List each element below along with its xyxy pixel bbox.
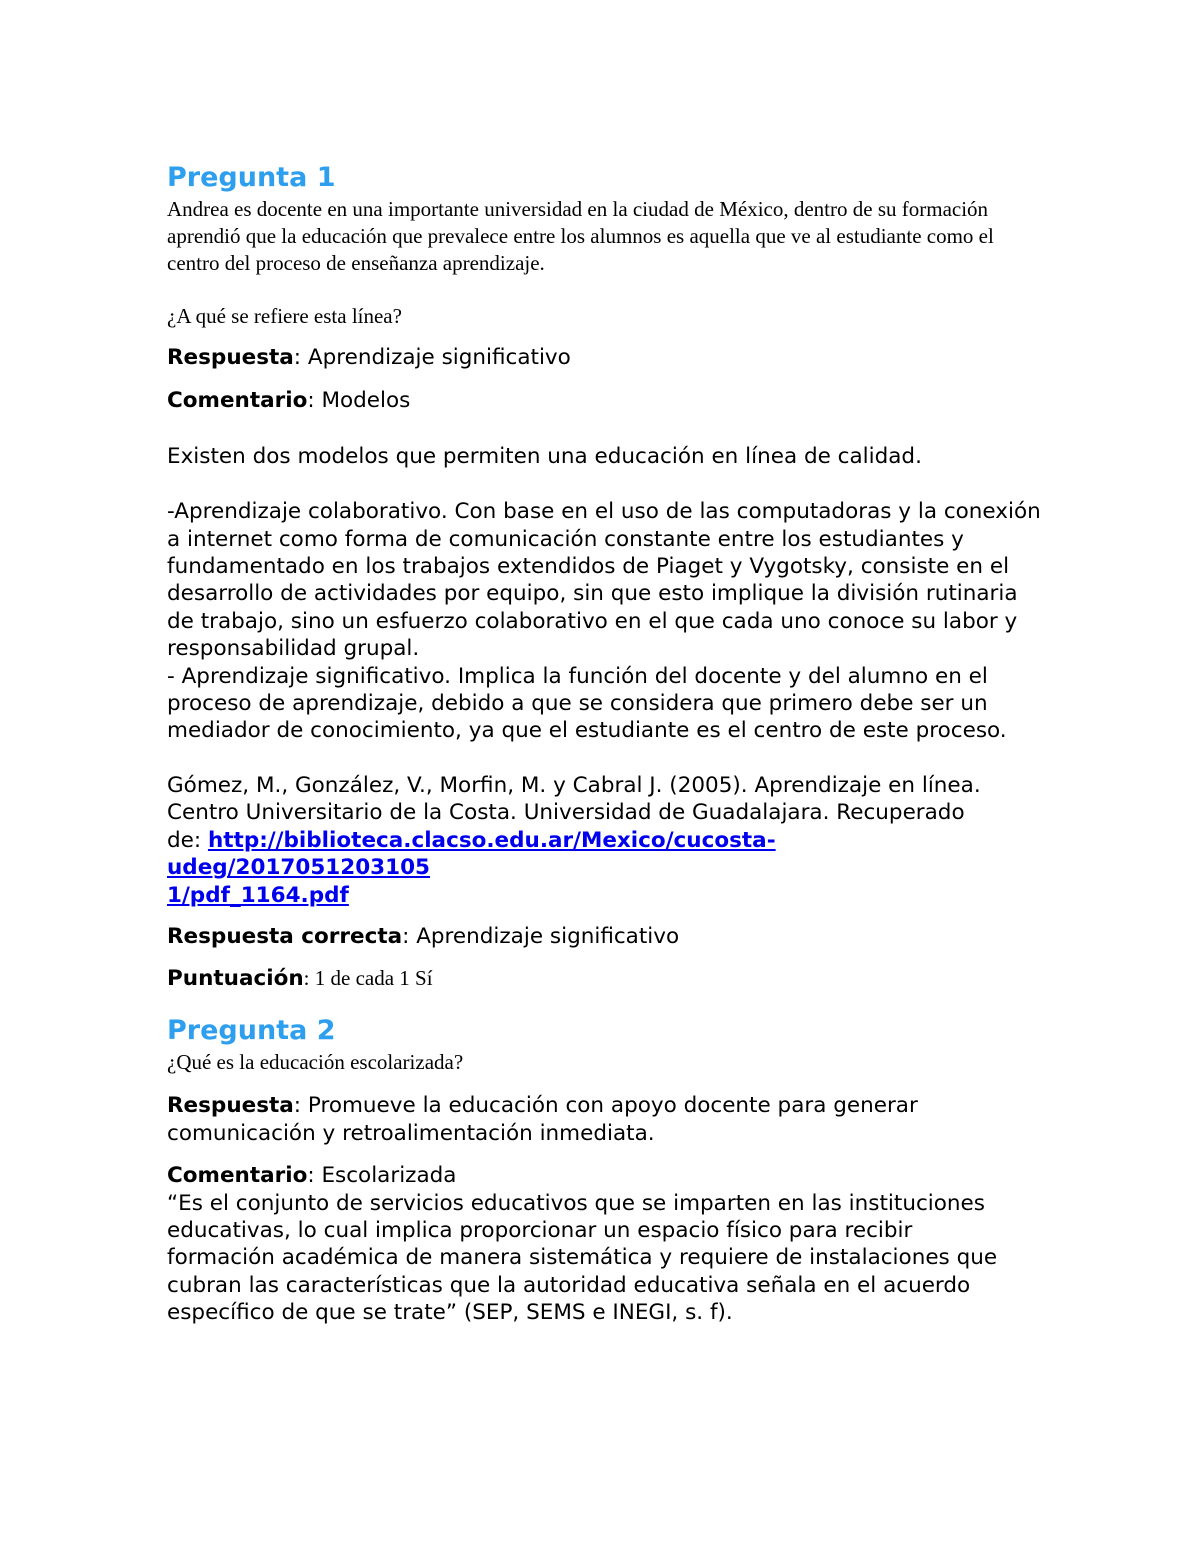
question-1-answer: Respuesta: Aprendizaje significativo: [167, 345, 571, 370]
question-2-statement: ¿Qué es la educación escolarizada?: [167, 1050, 464, 1075]
comment-label: Comentario: [167, 1163, 308, 1189]
comment-reference: [167, 772, 997, 909]
question-1-correct-answer: Respuesta correcta: Aprendizaje significativo: [167, 923, 680, 949]
answer-value: Aprendizaje significativo: [307, 345, 571, 370]
score-label: Puntuación: [167, 966, 304, 992]
question-2-title: Pregunta 2: [167, 1015, 336, 1047]
answer-value: Promueve la educación con apoyo docente para generar comunicación y retroalimentación inmediata.: [167, 1093, 918, 1146]
question-1-title: Pregunta 1: [167, 162, 336, 193]
answer-label: Respuesta: [167, 1093, 294, 1119]
document-page: [167, 160, 1047, 1327]
reference-text: Gómez, M., González, V., Morfin, M. y Cabral J. (2005). Aprendizaje en línea. Centro Universitario de la Costa. Universidad de Guadalajara. Recuperado: [167, 772, 981, 826]
question-1-prompt: ¿A qué se refiere esta línea?: [167, 304, 402, 328]
comment-label: Comentario: [167, 388, 308, 414]
correct-value: Aprendizaje significativo: [416, 923, 680, 949]
answer-label: Respuesta: [167, 345, 294, 370]
comment-intro: Existen dos modelos que permiten una educación en línea de calidad.: [167, 443, 922, 469]
question-1-statement: Andrea es docente en una importante universidad en la ciudad de México, dentro de su formación aprendió que la educación que prevalece entre los alumnos es aquella que ve al estudiante como el centro del proceso de enseñanza aprendizaje.: [167, 197, 994, 275]
question-2-comment: Comentario: Escolarizada: [167, 1163, 457, 1189]
question-1-comment: Comentario: Modelos: [167, 388, 411, 414]
score-value: 1 de cada 1 Sí: [314, 966, 433, 991]
reference-link[interactable]: [167, 828, 776, 908]
question-1-score: Puntuación: 1 de cada 1 Sí: [167, 966, 433, 992]
comment-model-significant: - Aprendizaje significativo. Implica la función del docente y del alumno en el proceso de aprendizaje, debido a que se considera que primero debe ser un mediador de conocimiento, ya que el estudiante es el centro de este proceso.: [167, 663, 1007, 744]
question-2-answer: Respuesta: Promueve la educación con apoyo docente para generar comunicación y retroalimentación inmediata.: [167, 1093, 918, 1146]
reference-link-line2: 1/pdf_1164.pdf: [167, 882, 349, 908]
comment-value: Modelos: [321, 388, 411, 414]
reference-link-line1: http://biblioteca.clacso.edu.ar/Mexico/cucosta-udeg/2017051203105: [167, 827, 776, 881]
retrieved-prefix: de:: [167, 827, 208, 853]
comment-value: Escolarizada: [321, 1163, 457, 1189]
comment-quote: “Es el conjunto de servicios educativos que se imparten en las instituciones educativas, lo cual implica proporcionar un espacio físico para recibir formación académica de manera sistemática y requiere de instalaciones que cubran las características que la autoridad educativa señala en el acuerdo específico de que se trate” (SEP, SEMS e INEGI, s. f).: [167, 1190, 998, 1326]
comment-model-collaborative: -Aprendizaje colaborativo. Con base en el uso de las computadoras y la conexión a internet como forma de comunicación constante entre los estudiantes y fundamentado en los trabajos extendidos de Piaget y Vygotsky, consiste en el desarrollo de actividades por equipo, sin que esto implique la división rutinaria de trabajo, sino un esfuerzo colaborativo en el que cada uno conoce su labor y responsabilidad grupal.: [167, 499, 1041, 662]
correct-label: Respuesta correcta: [167, 923, 403, 949]
